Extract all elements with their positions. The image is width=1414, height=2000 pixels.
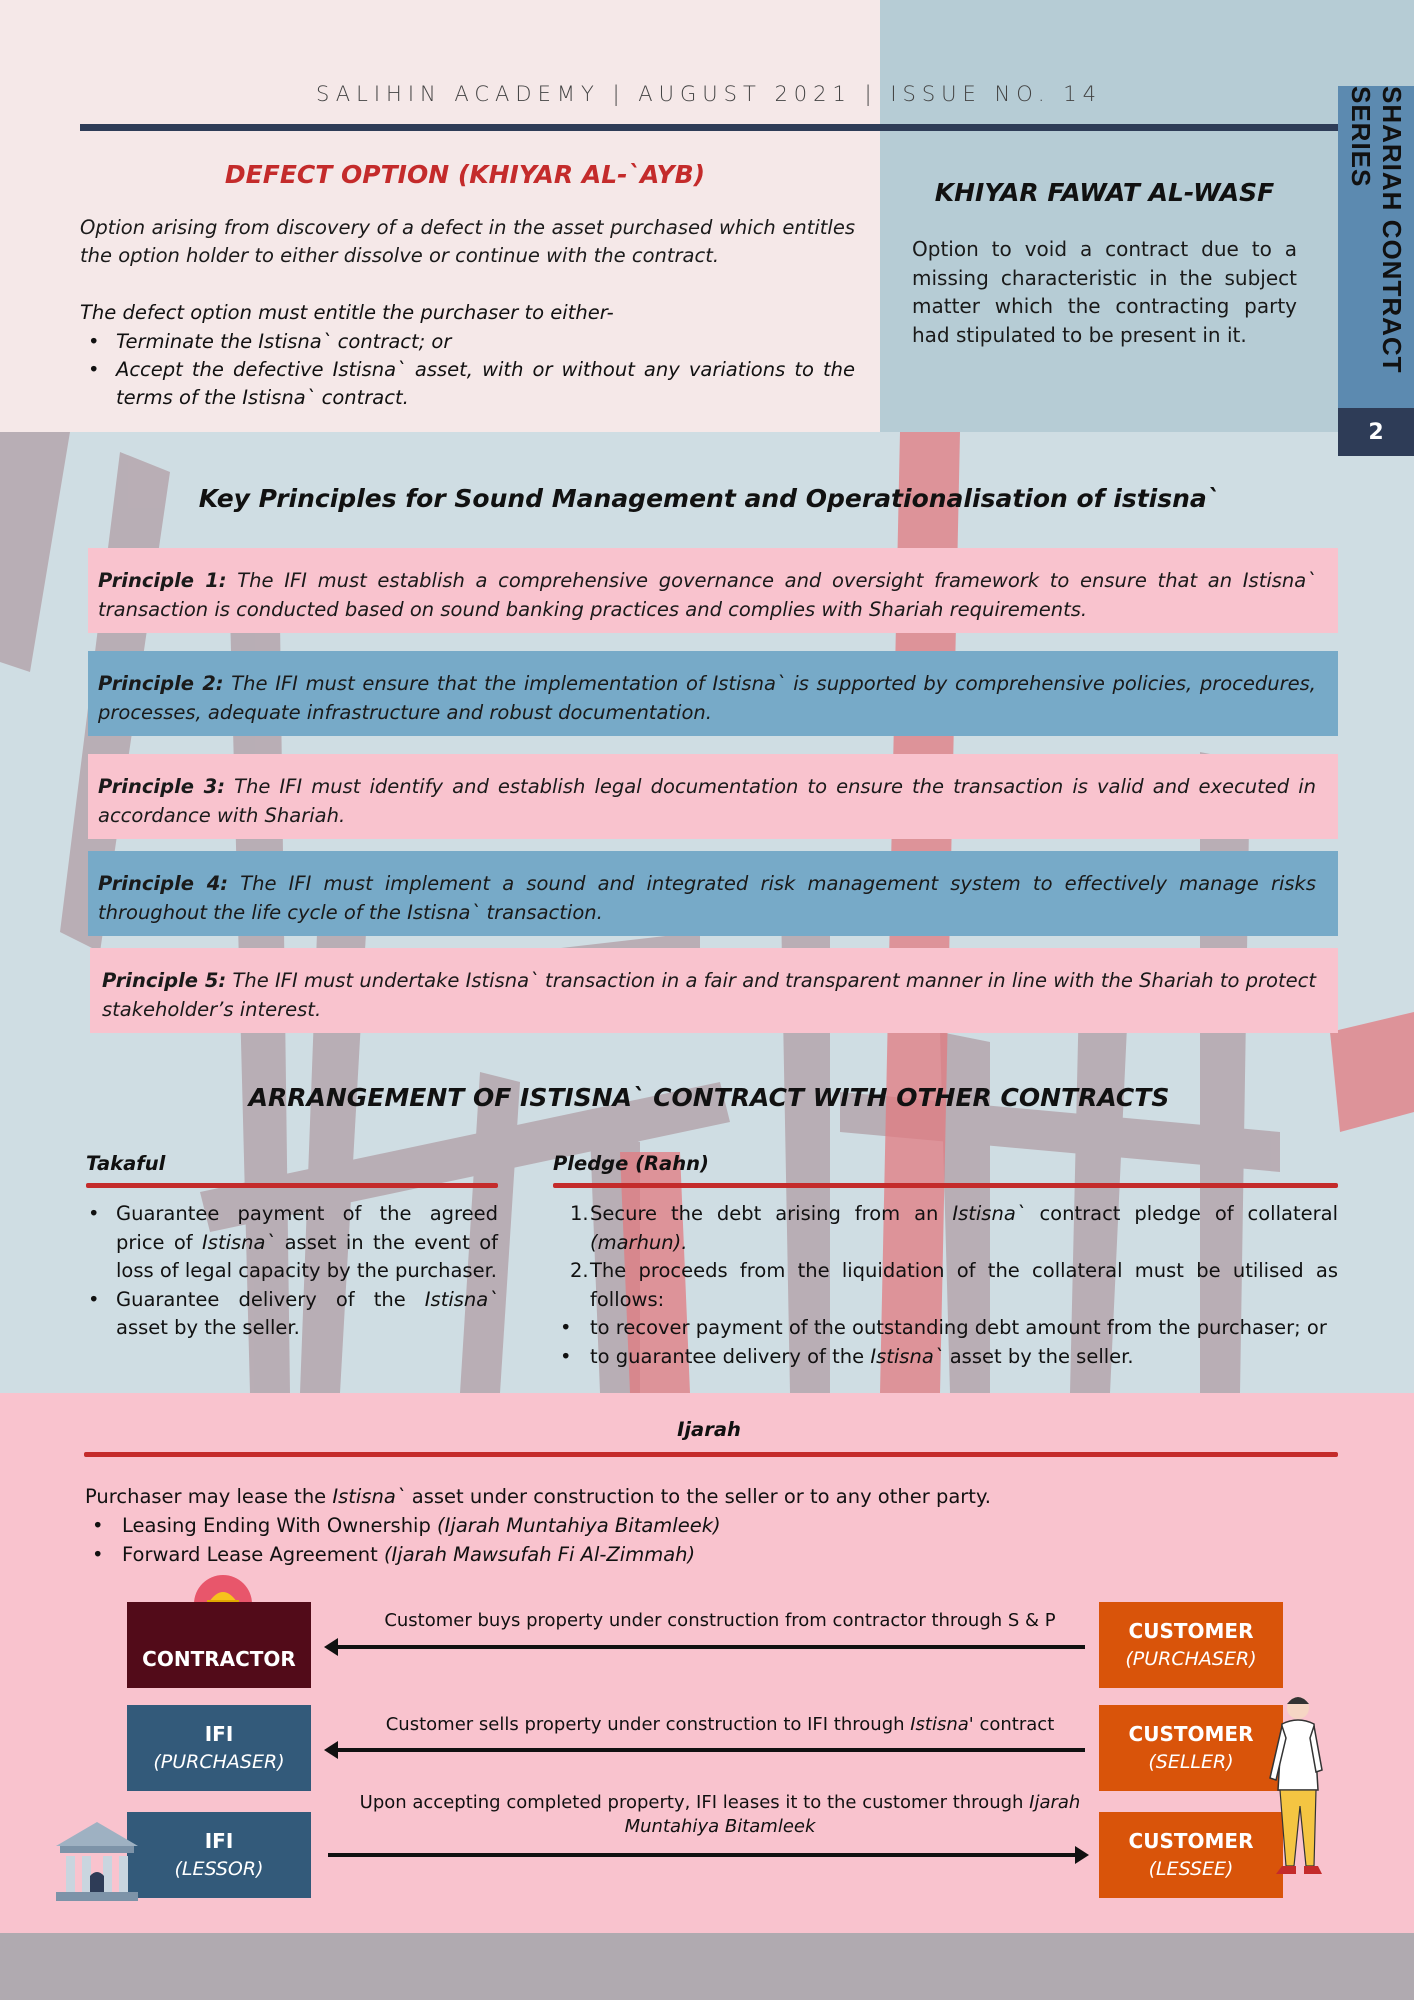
customer-purchaser-box: CUSTOMER (PURCHASER) — [1099, 1602, 1283, 1688]
top-right-panel — [880, 0, 1414, 432]
list-item: • to guarantee delivery of the Istisna` asset by the seller. — [560, 1344, 1134, 1368]
footer-strip — [0, 1933, 1414, 2000]
list-item: 2. The proceeds from the liquidation of the collateral must be utilised as follows: — [570, 1259, 1338, 1311]
principle-text: The IFI must identify and establish legal documentation to ensure the transaction is valid and executed in accordance with Shariah. — [98, 775, 1316, 827]
issue-line: SALIHIN ACADEMY | AUGUST 2021 | ISSUE NO. 14 — [316, 82, 1102, 106]
list-item: • Guarantee payment of the agreed price of Istisna` asset in the event of loss of legal capacity by the purchaser. — [86, 1200, 498, 1286]
ifi-lessor-box: IFI (LESSOR) — [127, 1812, 311, 1898]
flow-label-1: Customer buys property under construction from contractor through S & P — [384, 1610, 1056, 1631]
list-item: • Leasing Ending With Ownership (Ijarah Muntahiya Bitamleek) — [90, 1511, 1090, 1540]
principle-label: Principle 5: — [102, 969, 227, 992]
customer-lessee-box: CUSTOMER (LESSEE) — [1099, 1812, 1283, 1898]
principles-title: Key Principles for Sound Management and Operationalisation of istisna` — [198, 484, 1220, 513]
header-rule — [80, 124, 1338, 131]
principle-text: The IFI must undertake Istisna` transaction in a fair and transparent manner in line with the Shariah to protect stakeholder’s interest. — [102, 969, 1316, 1021]
principle-text: The IFI must establish a comprehensive governance and oversight framework to ensure that an Istisna` transaction is conducted based on sound banking practices and complies with Shariah requirements. — [98, 569, 1316, 621]
contractor-box: CONTRACTOR — [127, 1602, 311, 1688]
principle-3 — [88, 754, 1338, 839]
principle-label: Principle 4: — [98, 872, 229, 895]
pledge-heading: Pledge (Rahn) — [553, 1152, 709, 1175]
series-title: SHARIAH CONTRACT SERIES — [1346, 86, 1407, 374]
defect-option-list — [80, 328, 855, 412]
principle-label: Principle 1: — [98, 569, 227, 592]
takaful-heading: Takaful — [86, 1152, 166, 1175]
khiyar-fawat-text: Option to void a contract due to a missing characteristic in the subject matter which the contracting party had stipulated to be present in it. — [912, 237, 1297, 347]
principle-label: Principle 3: — [98, 775, 226, 798]
pledge-rule — [553, 1183, 1338, 1188]
principle-1 — [88, 548, 1338, 633]
page-number: 2 — [1338, 408, 1414, 456]
khiyar-fawat-title: KHIYAR FAWAT AL-WASF — [934, 178, 1275, 207]
list-item: • to recover payment of the outstanding debt amount from the purchaser; or — [560, 1316, 1327, 1339]
list-item: • Forward Lease Agreement (Ijarah Mawsufah Fi Al-Zimmah) — [90, 1540, 1090, 1569]
ijarah-heading: Ijarah — [677, 1418, 741, 1441]
defect-option-title: DEFECT OPTION (KHIYAR AL-`AYB) — [224, 160, 706, 189]
flow-label-3: Upon accepting completed property, IFI leases it to the customer through Ijarah Muntahiya Bitamleek — [359, 1792, 1081, 1837]
list-item: • Accept the defective Istisna` asset, with or without any variations to the terms of the Istisna` contract. — [80, 356, 855, 412]
ifi-purchaser-box: IFI (PURCHASER) — [127, 1705, 311, 1791]
defect-option-definition: Option arising from discovery of a defect in the asset purchased which entitles the option holder to either dissolve or continue with the contract. — [80, 216, 855, 267]
pledge-list — [556, 1200, 1338, 1371]
arrangement-title: ARRANGEMENT OF ISTISNA` CONTRACT WITH OTHER CONTRACTS — [248, 1083, 1170, 1112]
ijarah-rule — [84, 1452, 1338, 1457]
customer-seller-box: CUSTOMER (SELLER) — [1099, 1705, 1283, 1791]
principle-text: The IFI must implement a sound and integrated risk management system to effectively manage risks throughout the life cycle of the Istisna` transaction. — [98, 872, 1316, 924]
defect-option-intro: The defect option must entitle the purchaser to either- — [80, 301, 614, 324]
customer-person-icon — [1262, 1690, 1334, 1880]
ijarah-list — [90, 1511, 1090, 1569]
principle-4 — [88, 851, 1338, 936]
arrow-left-icon — [328, 1748, 1085, 1752]
list-item: • Guarantee delivery of the Istisna` asset by the seller. — [86, 1286, 498, 1343]
ijarah-text: Purchaser may lease the Istisna` asset under construction to the seller or to any other party. — [85, 1485, 991, 1508]
flow-label-2: Customer sells property under construction to IFI through Istisna' contract — [385, 1714, 1055, 1735]
takaful-list — [86, 1200, 498, 1343]
takaful-rule — [86, 1183, 498, 1188]
principle-label: Principle 2: — [98, 672, 224, 695]
bank-icon — [52, 1818, 142, 1908]
principle-2 — [88, 651, 1338, 736]
principle-text: The IFI must ensure that the implementation of Istisna` is supported by comprehensive policies, procedures, processes, adequate infrastructure and robust documentation. — [98, 672, 1316, 724]
arrow-right-icon — [328, 1853, 1085, 1857]
list-item: • Terminate the Istisna` contract; or — [80, 328, 855, 356]
list-item: 1. Secure the debt arising from an Istisna` contract pledge of collateral (marhun). — [570, 1202, 1338, 1254]
arrow-left-icon — [328, 1645, 1085, 1649]
principle-5 — [90, 948, 1338, 1033]
